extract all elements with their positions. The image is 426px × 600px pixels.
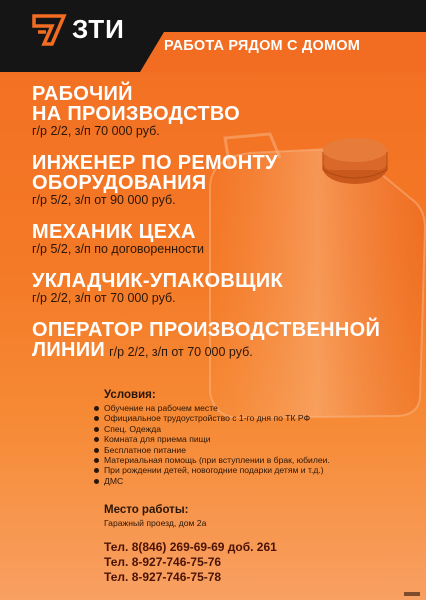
bullet-icon [94, 448, 99, 453]
list-item [104, 424, 404, 434]
header-bar [0, 0, 426, 72]
job-terms: г/р 5/2, з/п по договоренности [32, 242, 204, 256]
job-terms: г/р 2/2, з/п 70 000 руб. [32, 124, 160, 138]
job-title: УКЛАДЧИК-УПАКОВЩИК [32, 270, 283, 292]
job-list [32, 84, 420, 375]
bullet-icon [94, 437, 99, 442]
slogan-text: РАБОТА РЯДОМ С ДОМОМ [164, 38, 361, 54]
list-item [104, 445, 404, 455]
condition-text: Официальное трудоустройство с 1-го дня по ТК РФ [104, 413, 311, 424]
conditions-list [104, 403, 404, 486]
list-item [104, 413, 404, 423]
bullet-icon [94, 458, 99, 463]
bullet-icon [94, 468, 99, 473]
phone-number: Тел. 8(846) 269-69-69 доб. 261 [104, 540, 277, 554]
job-title: ЛИНИИ [32, 339, 106, 361]
job-terms: г/р 2/2, з/п от 70 000 руб. [32, 291, 176, 305]
phone-number: Тел. 8-927-746-75-76 [104, 555, 222, 569]
condition-text: Материальная помощь (при вступлении в брак, юбилеи. [104, 455, 330, 466]
conditions-section [104, 389, 404, 486]
job-item [32, 320, 420, 361]
condition-text: Бесплатное питание [104, 444, 187, 455]
list-item [104, 455, 404, 465]
workplace-heading: Место работы: [104, 504, 189, 516]
job-title: МЕХАНИК ЦЕХА [32, 221, 196, 243]
company-logo-icon [30, 10, 68, 48]
job-item [32, 153, 420, 208]
list-item [104, 476, 404, 486]
job-item [32, 222, 420, 257]
list-item [104, 434, 404, 444]
list-item [104, 465, 404, 475]
job-terms: г/р 5/2, з/п от 90 000 руб. [32, 193, 176, 207]
bullet-icon [94, 406, 99, 411]
condition-text: При рождении детей, новогодние подарки детям и т.д.) [104, 465, 324, 476]
condition-text: Спец. Одежда [104, 423, 162, 434]
conditions-heading: Условия: [104, 389, 156, 401]
job-terms: г/р 2/2, з/п от 70 000 руб. [109, 345, 253, 359]
condition-text: Обучение на рабочем месте [104, 403, 218, 413]
list-item [104, 403, 404, 413]
bullet-icon [94, 479, 99, 484]
job-title: НА ПРОИЗВОДСТВО [32, 103, 241, 125]
workplace-address: Гаражный проезд, дом 2а [104, 518, 207, 528]
phone-list [104, 540, 277, 585]
company-name: ЗТИ [72, 14, 125, 44]
bullet-icon [94, 427, 99, 432]
job-title: ОБОРУДОВАНИЯ [32, 172, 207, 194]
condition-text: ДМС [104, 475, 124, 486]
job-title: ИНЖЕНЕР ПО РЕМОНТУ [32, 152, 278, 174]
job-item [32, 84, 420, 139]
job-title: ОПЕРАТОР ПРОИЗВОДСТВЕННОЙ [32, 319, 381, 341]
corner-mark [404, 592, 420, 596]
phone-number: Тел. 8-927-746-75-78 [104, 570, 222, 584]
condition-text: Комната для приема пищи [104, 434, 211, 445]
bullet-icon [94, 416, 99, 421]
job-title: РАБОЧИЙ [32, 83, 133, 105]
job-item [32, 271, 420, 306]
